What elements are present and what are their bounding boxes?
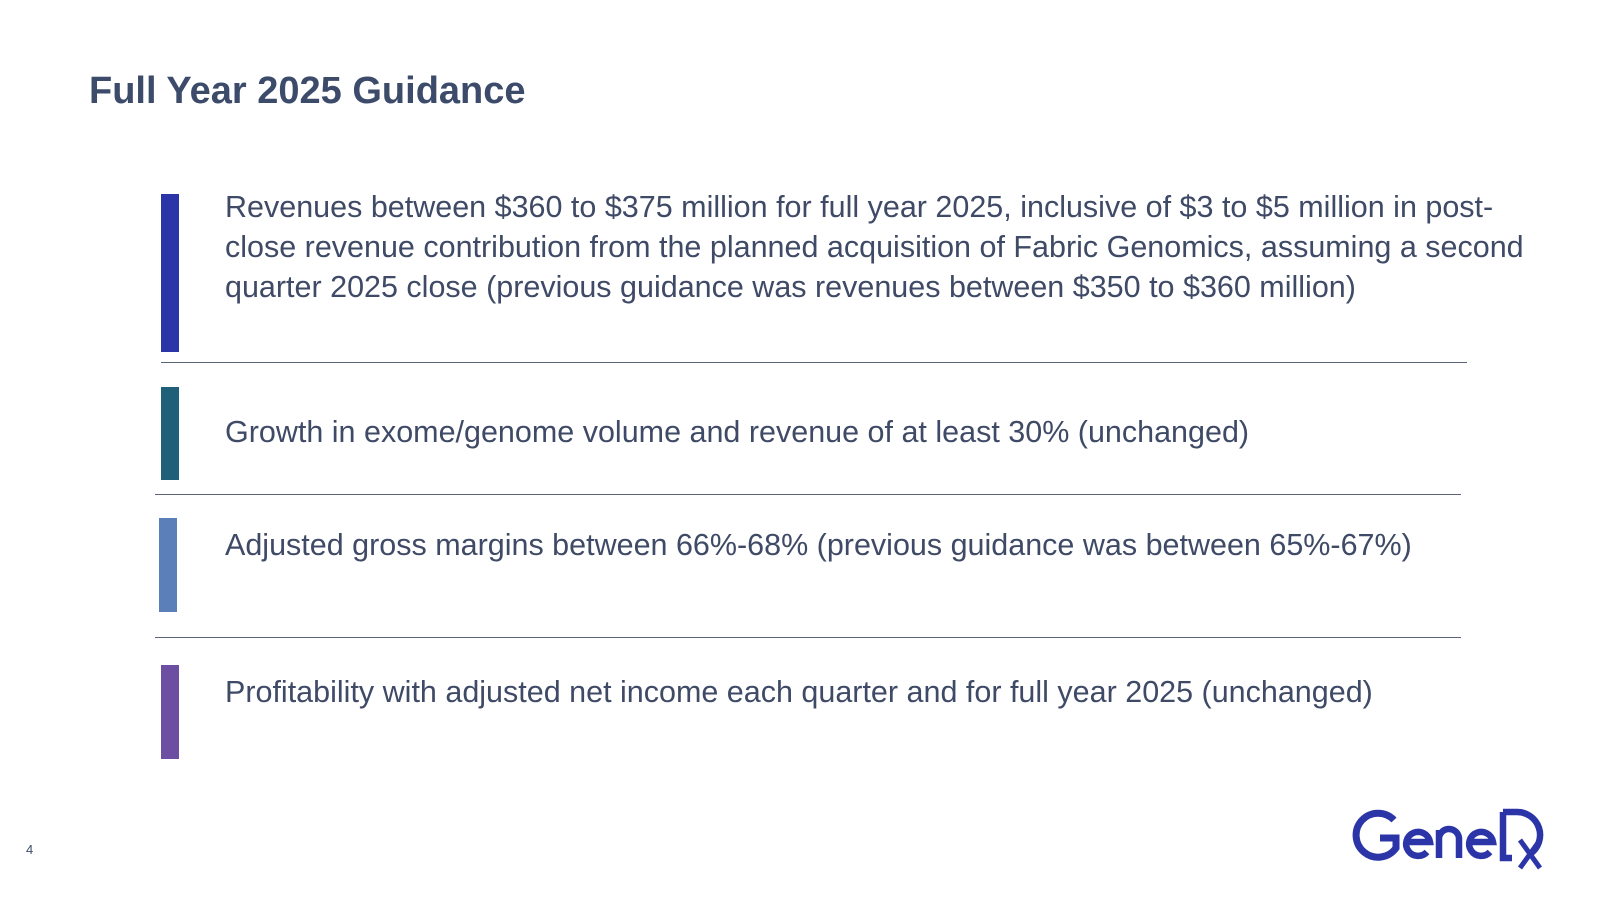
accent-bar-margins — [159, 518, 177, 612]
accent-bar-growth — [161, 387, 179, 480]
page-number: 4 — [26, 842, 34, 857]
bullet-margins: Adjusted gross margins between 66%-68% (previous guidance was between 65%-67%) — [225, 528, 1412, 562]
bullet-profitability: Profitability with adjusted net income each quarter and for full year 2025 (unchanged) — [225, 675, 1373, 709]
divider — [161, 362, 1467, 363]
accent-bar-profitability — [161, 665, 179, 759]
divider — [155, 494, 1461, 495]
bullet-growth: Growth in exome/genome volume and revenue of at least 30% (unchanged) — [225, 415, 1250, 449]
divider — [155, 637, 1461, 638]
accent-bar-revenue — [161, 194, 179, 352]
genedx-logo — [1350, 806, 1560, 872]
slide-title: Full Year 2025 Guidance — [89, 70, 526, 112]
bullet-revenue: Revenues between $360 to $375 million for full year 2025, inclusive of $3 to $5 million in post-close revenue contribution from the planned acquisition of Fabric Genomics, assuming a second quarter 2025 close (previous guidance was revenues between $350 to $360 million) — [225, 190, 1524, 304]
